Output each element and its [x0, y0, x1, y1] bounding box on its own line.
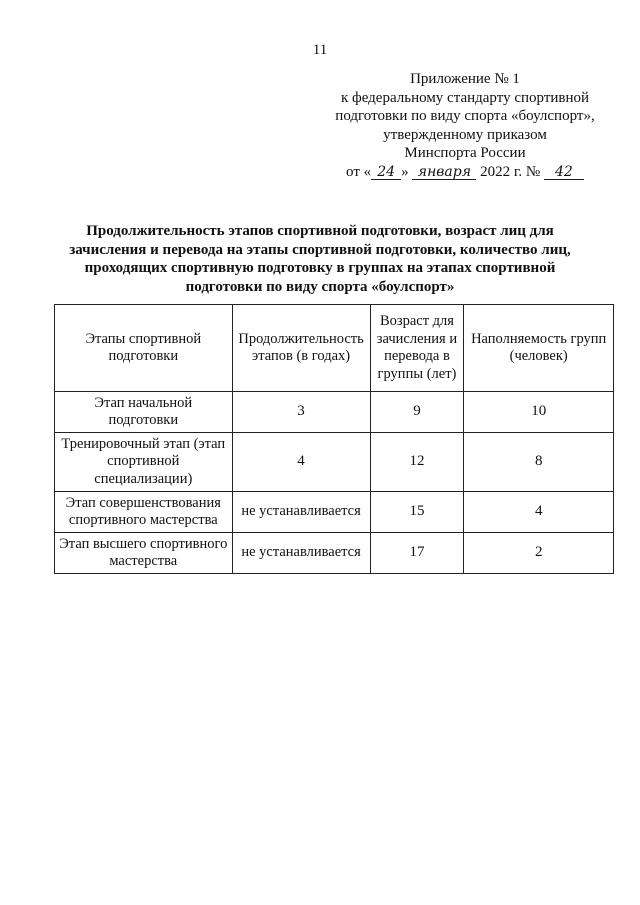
approval-line: подготовки по виду спорта «боулспорт»,: [335, 108, 595, 124]
stage-name-cell: Тренировочный этап (этап спортивной специализации): [55, 433, 233, 492]
table-row: [55, 392, 614, 433]
age-cell: 9: [370, 392, 464, 433]
approval-line: к федеральному стандарту спортивной: [340, 89, 590, 106]
header-age: Возраст для зачисления и перевода в группы (лет): [370, 305, 464, 392]
group-size-cell: 10: [464, 392, 614, 433]
title-line: проходящих спортивную подготовку в группах на этапах спортивной: [84, 260, 556, 276]
approval-line: Минспорта России: [404, 145, 526, 161]
duration-cell: 3: [232, 392, 370, 433]
header-stages: Этапы спортивной подготовки: [55, 305, 233, 392]
group-size-cell: 8: [464, 433, 614, 492]
page-number: 11: [312, 42, 328, 58]
handwritten-order-number: 42: [544, 165, 584, 180]
date-prefix: от «: [346, 163, 372, 180]
age-cell: 12: [370, 433, 464, 492]
stage-name-cell: Этап совершенствования спортивного мастерства: [55, 492, 233, 533]
age-cell: 15: [370, 492, 464, 533]
title-line: зачисления и перевода на этапы спортивной подготовки, количество лиц,: [69, 241, 571, 258]
table-row: [55, 533, 614, 574]
table-row: [55, 492, 614, 533]
date-mid: »: [401, 163, 409, 180]
stage-name-cell: Этап начальной подготовки: [55, 392, 233, 433]
approval-block: [320, 70, 610, 181]
stages-table: [54, 304, 614, 574]
table-header-row: [55, 305, 614, 392]
date-year: 2022 г. №: [480, 163, 541, 180]
group-size-cell: 4: [464, 492, 614, 533]
approval-line: утвержденному приказом: [383, 126, 547, 143]
title-line: подготовки по виду спорта «боулспорт»: [185, 278, 455, 295]
stage-name-cell: Этап высшего спортивного мастерства: [55, 533, 233, 574]
age-cell: 17: [370, 533, 464, 574]
handwritten-day: 24: [371, 165, 401, 180]
duration-cell: не устанавливается: [232, 533, 370, 574]
handwritten-month: января: [412, 165, 476, 180]
header-duration: Продолжительность этапов (в годах): [232, 305, 370, 392]
group-size-cell: 2: [464, 533, 614, 574]
approval-date-line: [320, 163, 610, 182]
table-row: [55, 433, 614, 492]
duration-cell: 4: [232, 433, 370, 492]
header-group-size: Наполняемость групп (человек): [464, 305, 614, 392]
approval-line: Приложение № 1: [410, 71, 520, 87]
document-title: [40, 222, 600, 296]
title-line: Продолжительность этапов спортивной подготовки, возраст лиц для: [86, 223, 554, 239]
duration-cell: не устанавливается: [232, 492, 370, 533]
